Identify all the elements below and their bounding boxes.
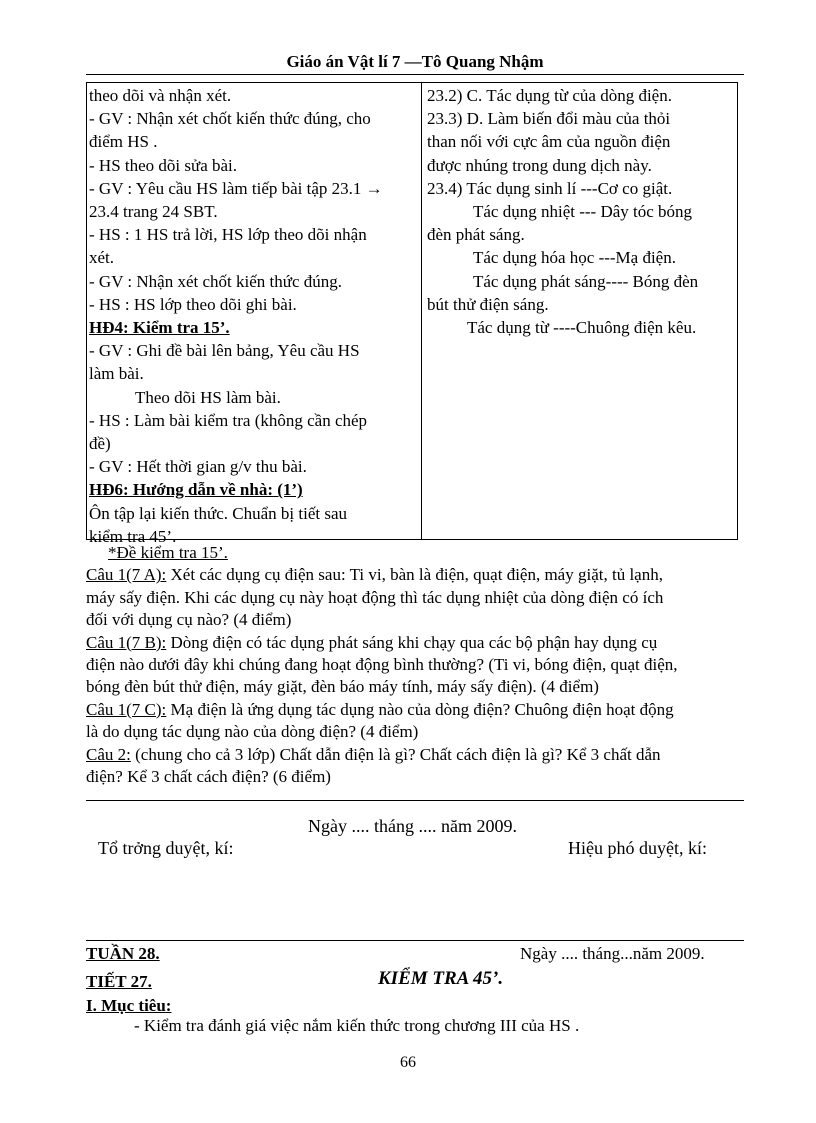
activity-line: - GV : Ghi đề bài lên bảng, Yêu cầu HS	[89, 341, 360, 361]
answer-line: than nối với cực âm của nguồn điện	[427, 132, 671, 152]
question-1a	[86, 564, 746, 586]
answer-line: đèn phát sáng.	[427, 225, 525, 245]
signature-right: Hiệu phó duyệt, kí:	[568, 838, 707, 858]
activity-line: - HS : HS lớp theo dõi ghi bài.	[89, 294, 297, 314]
objective-heading	[86, 996, 171, 1016]
lesson-title: KIỂM TRA 45’.	[378, 968, 504, 989]
question-label: Câu 1(7 B):	[86, 632, 167, 652]
signature-left: Tổ trởng duyệt, kí:	[98, 838, 234, 858]
activity-line: - HS : 1 HS trả lời, HS lớp theo dõi nhận	[89, 225, 367, 245]
activity-line: - GV : Hết thời gian g/v thu bài.	[89, 457, 307, 477]
question-text: Dòng điện có tác dụng phát sáng khi chạy qua các bộ phận hay dụng cụ	[166, 632, 658, 652]
lesson-date: Ngày .... tháng...năm 2009.	[520, 944, 705, 963]
answer-column	[422, 83, 737, 539]
activity-line: làm bài.	[89, 364, 144, 384]
question-text: bóng đèn bút thử điện, máy giặt, đèn báo máy tính, máy sấy điện). (4 điểm)	[86, 677, 599, 697]
activity-line: 23.4 trang 24 SBT.	[89, 202, 218, 222]
question-label: Câu 2:	[86, 744, 131, 764]
answer-line: Tác dụng phát sáng---- Bóng đèn	[473, 271, 699, 291]
question-text: (chung cho cả 3 lớp) Chất dẫn điện là gì? Chất cách điện là gì? Kể 3 chất dẫn	[130, 744, 661, 764]
answer-line: 23.3) D. Làm biến đổi màu của thỏi	[427, 109, 671, 129]
question-text: điện nào dưới đây khi chúng đang hoạt động bình thường? (Ti vi, bóng điện, quạt điện,	[86, 655, 678, 675]
question-label: Câu 1(7 C):	[86, 699, 167, 719]
question-text: máy sấy điện. Khi các dụng cụ này hoạt động thì tác dụng nhiệt của dòng điện có ích	[86, 587, 664, 607]
question-text: Mạ điện là ứng dụng tác dụng nào của dòng điện? Chuông điện hoạt động	[166, 699, 674, 719]
activity-line: - GV : Nhận xét chốt kiến thức đúng, cho	[89, 109, 371, 129]
exam-title: *Đề kiểm tra 15’.	[108, 543, 228, 562]
lesson-number: TIẾT 27.	[86, 972, 152, 991]
answer-line: bút thử điện sáng.	[427, 294, 549, 314]
question-label: Câu 1(7 A):	[86, 565, 167, 585]
activity-line: Theo dõi HS làm bài.	[135, 387, 281, 407]
answer-line: 23.2) C. Tác dụng từ của dòng điện.	[427, 86, 672, 105]
answer-line: Tác dụng từ ----Chuông điện kêu.	[467, 318, 697, 338]
question-text: điện? Kể 3 chất cách điện? (6 điểm)	[86, 767, 331, 787]
question-text: đối với dụng cụ nào? (4 điểm)	[86, 610, 292, 630]
answer-line: 23.4) Tác dụng sinh lí ---Cơ co giật.	[427, 178, 673, 198]
question-1c	[86, 699, 746, 721]
header-divider	[86, 74, 744, 75]
answer-line: được nhúng trong dung dịch này.	[427, 155, 652, 175]
question-text: là do dụng tác dụng nào của dòng điện? (4 điểm)	[86, 722, 419, 742]
activity-line: xét.	[89, 248, 115, 268]
answer-line: Tác dụng hóa học ---Mạ điện.	[473, 248, 676, 268]
activity-line: theo dõi và nhận xét.	[89, 86, 232, 105]
objective-text: - Kiểm tra đánh giá việc nắm kiến thức trong chương III của HS .	[134, 1016, 580, 1035]
section-heading-hd6: HĐ6: Hướng dẫn về nhà: (1’)	[89, 480, 303, 500]
page-number: 66	[400, 1054, 416, 1071]
activity-line: Ôn tập lại kiến thức. Chuẩn bị tiết sau	[89, 503, 348, 523]
activity-column	[87, 83, 422, 546]
section-heading-hd4: HĐ4: Kiểm tra 15’.	[89, 318, 230, 338]
activity-line: điểm HS .	[89, 132, 158, 152]
question-1b	[86, 632, 746, 654]
activity-line: - GV : Yêu cầu HS làm tiếp bài tập 23.1 →	[89, 178, 383, 198]
activity-line: - GV : Nhận xét chốt kiến thức đúng.	[89, 271, 342, 291]
signature-date: Ngày .... tháng .... năm 2009.	[308, 816, 517, 836]
week-label: TUẦN 28.	[86, 944, 160, 963]
page-header: Giáo án Vật lí 7 —Tô Quang Nhậm	[286, 52, 544, 71]
activity-line: đề)	[89, 434, 111, 454]
question-text: Xét các dụng cụ điện sau: Ti vi, bàn là điện, quạt điện, máy giặt, tủ lạnh,	[166, 565, 663, 585]
lesson-table	[86, 82, 738, 546]
objective-heading-text: I. Mục tiêu	[86, 996, 166, 1015]
exam-section	[86, 542, 746, 788]
divider	[86, 940, 744, 941]
question-2	[86, 744, 746, 766]
activity-line: - HS : Làm bài kiểm tra (không cần chép	[89, 410, 368, 430]
answer-line: Tác dụng nhiệt --- Dây tóc bóng	[473, 202, 693, 222]
objective-heading-colon: :	[165, 996, 172, 1015]
divider	[86, 800, 744, 801]
activity-line: kiểm tra 45’.	[89, 526, 177, 546]
activity-line: - HS theo dõi sửa bài.	[89, 155, 238, 175]
